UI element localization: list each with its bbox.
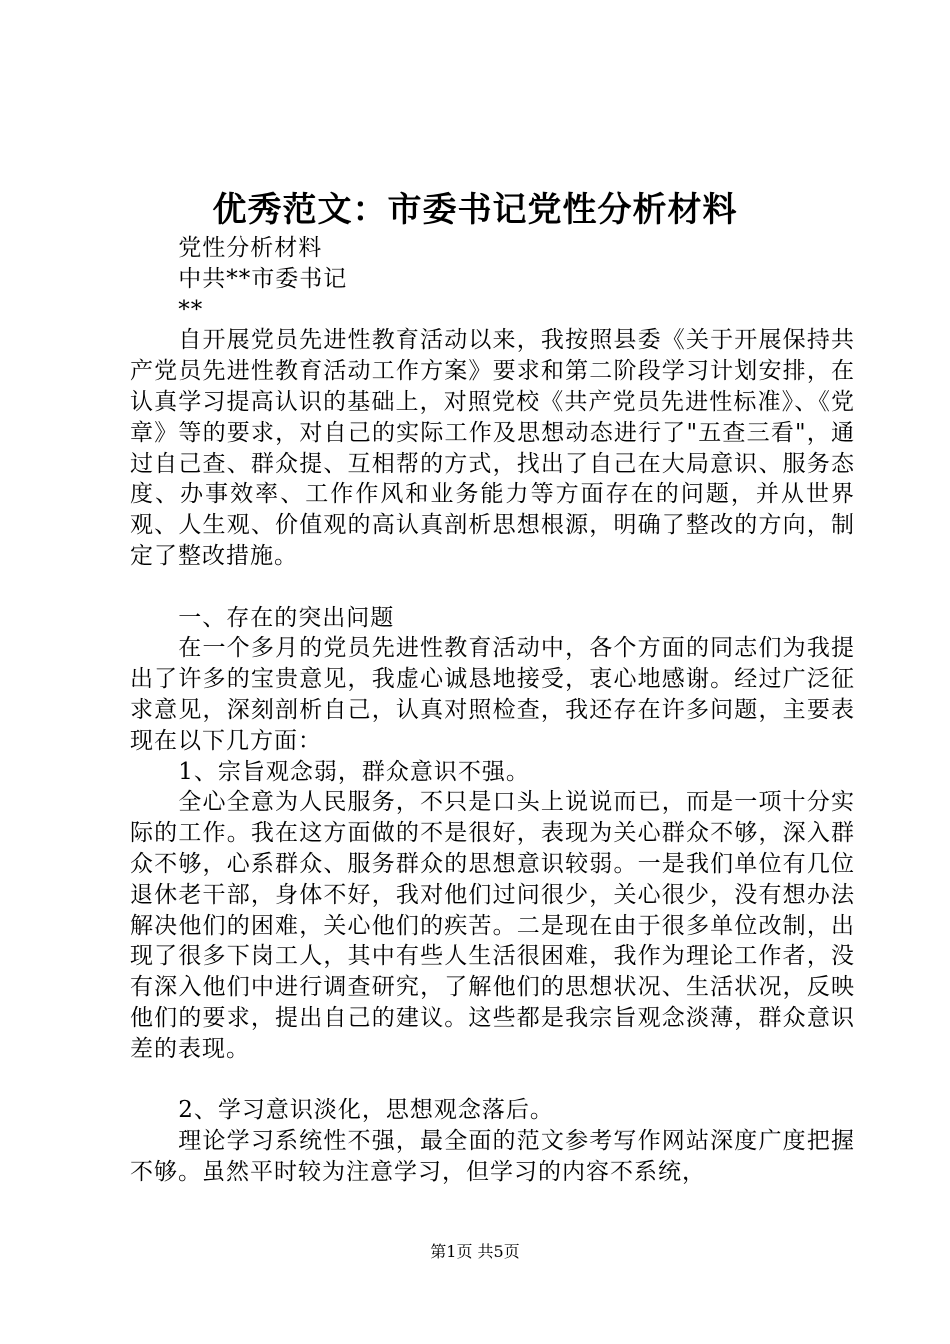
document-body: [130, 233, 855, 1188]
header-line: 党性分析材料: [178, 235, 323, 261]
body-paragraph: 在一个多月的党员先进性教育活动中，各个方面的同志们为我提出了许多的宝贵意见，我虚心诚恳地接受，衷心地感谢。经过广泛征求意见，深刻剖析自己，认真对照检查，我还存在许多问题，主要表现在以下几方面：: [130, 635, 855, 754]
subsection-heading: 2、学习意识淡化，思想观念落后。: [178, 1097, 554, 1124]
body-paragraph: 理论学习系统性不强，最全面的范文参考写作网站深度广度把握不够。虽然平时较为注意学习，但学习的内容不系统，: [130, 1128, 855, 1185]
header-line: **: [178, 296, 204, 323]
page-footer: 第1页 共5页: [430, 1242, 520, 1261]
document-title: 优秀范文：市委书记党性分析材料: [212, 190, 738, 230]
body-paragraph: 全心全意为人民服务，不只是口头上说说而已，而是一项十分实际的工作。我在这方面做的不是很好，表现为关心群众不够，深入群众不够，心系群众、服务群众的思想意识较弱。一是我们单位有几位退休老干部，身体不好，我对他们过问很少，关心很少，没有想办法解决他们的困难，关心他们的疾苦。二是现在由于很多单位改制，出现了很多下岗工人，其中有些人生活很困难，我作为理论工作者，没有深入他们中进行调查研究，了解他们的思想状况、生活状况，反映他们的要求，提出自己的建议。这些都是我宗旨观念淡薄，群众意识差的表现。: [130, 789, 855, 1062]
body-paragraph: 自开展党员先进性教育活动以来，我按照县委《关于开展保持共产党员先进性教育活动工作方案》要求和第二阶段学习计划安排，在认真学习提高认识的基础上，对照党校《共产党员先进性标准》、《党章》等的要求，对自己的实际工作及思想动态进行了"五查三看"，通过自己查、群众提、互相帮的方式，找出了自己在大局意识、服务态度、办事效率、工作作风和业务能力等方面存在的问题，并从世界观、人生观、价值观的高认真剖析思想根源，明确了整改的方向，制定了整改措施。: [130, 327, 855, 569]
subsection-heading: 1、宗旨观念弱，群众意识不强。: [178, 758, 530, 785]
header-line: 中共**市委书记: [178, 265, 348, 292]
section-heading: 一、存在的突出问题: [178, 604, 395, 631]
paragraph-spacer: [130, 572, 855, 603]
paragraph-spacer: [130, 1065, 855, 1096]
